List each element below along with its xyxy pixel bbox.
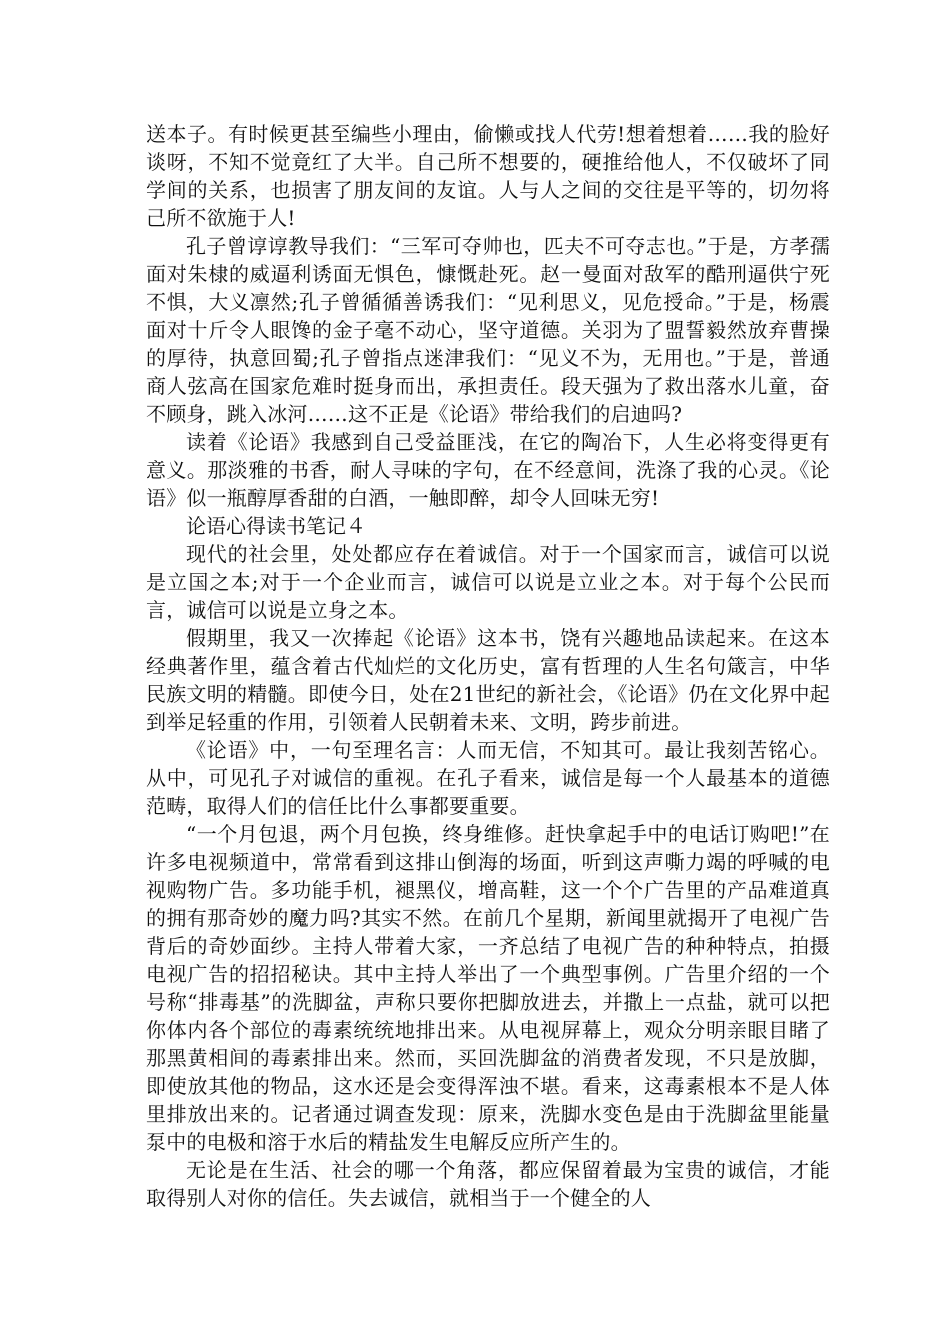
paragraph-integrity-intro: 现代的社会里，处处都应存在着诚信。对于一个国家而言，诚信可以说是立国之本;对于一个企业而言，诚信可以说是立业之本。对于每个公民而言，诚信可以说是立身之本。 [146, 542, 830, 622]
paragraph-confucius-teaching: 孔子曾谆谆教导我们：“三军可夺帅也，匹夫不可夺志也。”于是，方孝孺面对朱棣的威逼利诱面无惧色，慷慨赴死。赵一曼面对敌军的酷刑逼供宁死不惧，大义凛然;孔子曾循循善诱我们：“见利思义，见危授命。”于是，杨震面对十斤令人眼馋的金子毫不动心，坚守道德。关羽为了盟誓毅然放弃曹操的厚待，执意回蜀;孔子曾指点迷津我们：“见义不为，无用也。”于是，普通商人弦高在国家危难时挺身而出，承担责任。段天强为了救出落水儿童，奋不顾身，跳入冰河……这不正是《论语》带给我们的启迪吗? [146, 234, 830, 426]
document-page [146, 120, 830, 1212]
paragraph-tv-shopping: “一个月包退，两个月包换，终身维修。赶快拿起手中的电话订购吧!”在许多电视频道中，常常看到这排山倒海的场面，听到这声嘶力竭的呼喊的电视购物广告。多功能手机，褪黑仪，增高鞋，这一个个广告里的产品难道真的拥有那奇妙的魔力吗?其实不然。在前几个星期，新闻里就揭开了电视广告背后的奇妙面纱。主持人带着大家，一齐总结了电视广告的种种特点，拍摄电视广告的招招秘诀。其中主持人举出了一个典型事例。广告里介绍的一个号称“排毒基”的洗脚盆，声称只要你把脚放进去，并撒上一点盐，就可以把你体内各个部位的毒素统统地排出来。从电视屏幕上，观众分明亲眼目睹了那黑黄相间的毒素排出来。然而，买回洗脚盆的消费者发现，不只是放脚，即使放其他的物品，这水还是会变得浑浊不堪。看来，这毒素根本不是人体里排放出来的。记者通过调查发现：原来，洗脚水变色是由于洗脚盆里能量泵中的电极和溶于水后的精盐发生电解反应所产生的。 [146, 822, 830, 1154]
paragraph-reading-benefit: 读着《论语》我感到自己受益匪浅，在它的陶冶下，人生必将变得更有意义。那淡雅的书香，耐人寻味的字句，在不经意间，洗涤了我的心灵。《论语》似一瓶醇厚香甜的白酒，一触即醉，却令人回味无穷! [146, 430, 830, 510]
paragraph-holiday-reading: 假期里，我又一次捧起《论语》这本书，饶有兴趣地品读起来。在这本经典著作里，蕴含着古代灿烂的文化历史，富有哲理的人生名句箴言，中华民族文明的精髓。即使今日，处在21世纪的新社会，《论语》仍在文化界中起到举足轻重的作用，引领着人民朝着未来、文明，跨步前进。 [146, 626, 830, 734]
section-heading: 论语心得读书笔记４ [186, 514, 366, 538]
paragraph-famous-quote: 《论语》中，一句至理名言：人而无信，不知其可。最让我刻苦铭心。从中，可见孔子对诚信的重视。在孔子看来，诚信是每一个人最基本的道德范畴，取得人们的信任比什么事都要重要。 [146, 738, 830, 818]
paragraph-continued: 送本子。有时候更甚至编些小理由，偷懒或找人代劳!想着想着……我的脸好谈呀，不知不觉竟红了大半。自己所不想要的，硬推给他人，不仅破坏了同学间的关系，也损害了朋友间的友谊。人与人之间的交往是平等的，切勿将己所不欲施于人! [146, 122, 830, 230]
paragraph-conclusion: 无论是在生活、社会的哪一个角落，都应保留着最为宝贵的诚信，才能取得别人对你的信任。失去诚信，就相当于一个健全的人 [146, 1158, 830, 1210]
